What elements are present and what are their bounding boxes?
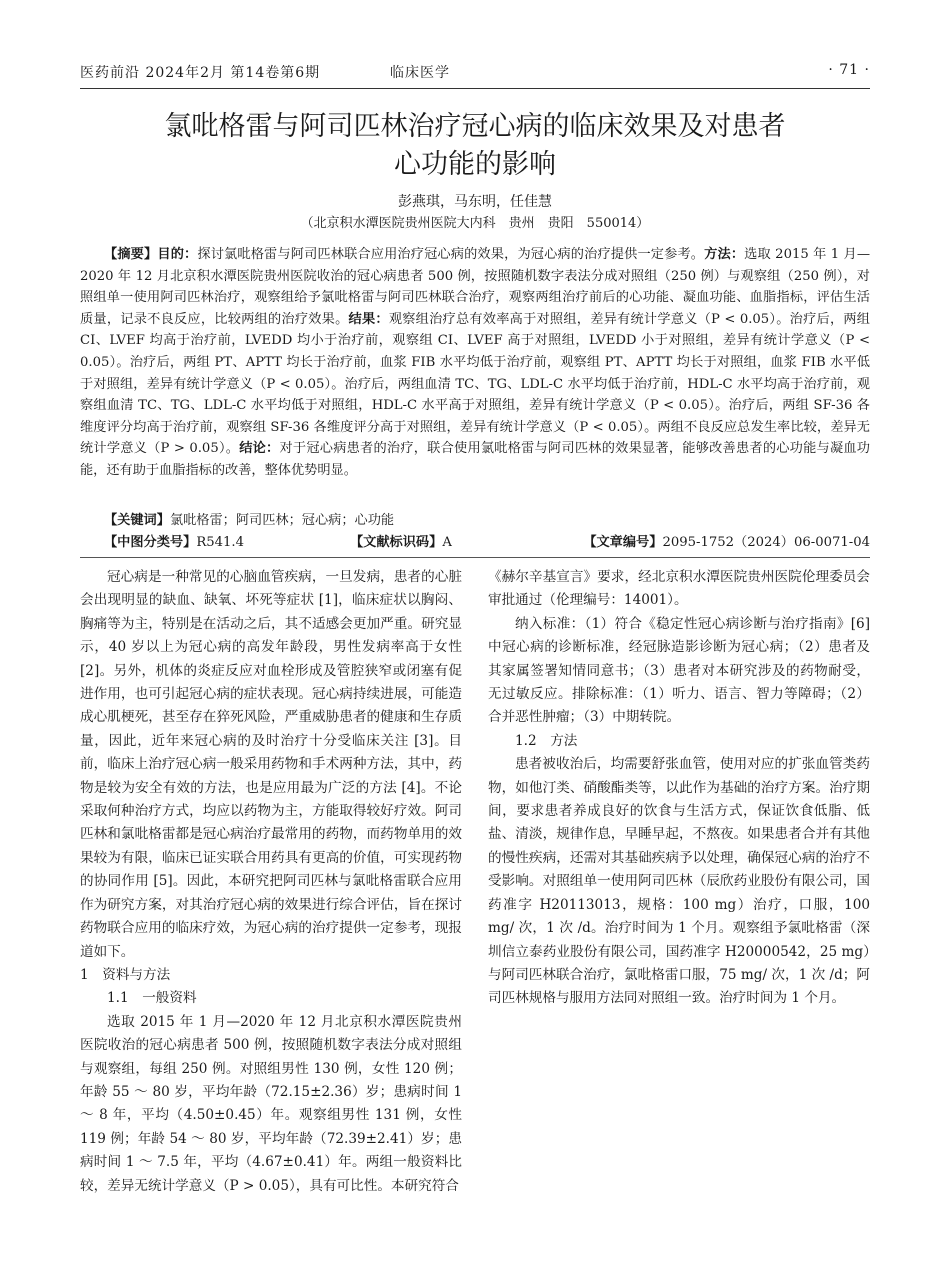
- abstract: [80, 244, 870, 482]
- method-paragraph: 患者被收治后，均需要舒张血管，使用对应的扩张血管类药物，如他汀类、硝酸酯类等，以此作为基础的治疗方案。治疗期间，要求患者养成良好的饮食与生活方式，保证饮食低脂、低盐、清淡，规律作息，早睡早起，不熬夜。如果患者合并有其他的慢性疾病，还需对其基础疾病予以处理，确保冠心病的治疗不受影响。对照组单一使用阿司匹林（辰欣药业股份有限公司，国药准字 H20113013，规格：100 mg）治疗，口服，100 mg/ 次，1 次 /d。治疗时间为 1 个月。观察组予氯吡格雷（深圳信立泰药业股份有限公司，国药准字 H20000542，25 mg）与阿司匹林联合治疗，氯吡格雷口服，75 mg/ 次，1 次 /d；阿司匹林规格与服用方法同对照组一致。治疗时间为 1 个月。: [488, 756, 870, 1007]
- method-text: 选取 2015 年 1 月—2020 年 12 月北京积水潭医院贵州医院收治的冠心病患者 500 例，按照随机数字表法分成对照组（250 例）与观察组（250 例），对照组单一使用阿司匹林治疗，观察组给予氯吡格雷与阿司匹林联合治疗，观察两组治疗前后的心功能、凝血功能、血脂指标，评估生活质量，记录不良反应，比较两组的治疗效果。: [80, 247, 871, 327]
- class-value: R541.4: [196, 535, 244, 550]
- classification-row: [80, 532, 870, 554]
- intro-paragraph: 冠心病是一种常见的心脑血管疾病，一旦发病，患者的心脏会出现明显的缺血、缺氧、坏死等症状 [1]，临床症状以胸闷、胸痛等为主，特别是在活动之后，其不适感会更加严重。研究显示，40 岁以上为冠心病的高发年龄段，男性发病率高于女性 [2]。另外，机体的炎症反应对血栓形成及管腔狭窄或闭塞有促进作用，也可引起冠心病的症状表现。冠心病持续进展，可能造成心肌梗死，甚至存在猝死风险，严重威胁患者的健康和生存质量，因此，近年来冠心病的及时治疗十分受临床关注 [3]。目前，临床上治疗冠心病一般采用药物和手术两种方法，其中，药物是较为安全有效的方法，也是应用最为广泛的方法 [4]。不论采取何种治疗方式，均应以药物为主，方能取得较好疗效。阿司匹林和氯吡格雷都是冠心病治疗最常用的药物，而药物单用的效果较为有限，临床已证实联合用药具有更高的价值，可实现药物的协同作用 [5]。因此，本研究把阿司匹林与氯吡格雷联合应用作为研究方案，对其治疗冠心病的效果进行综合评估，旨在探讨药物联合应用的临床疗效，为冠心病的治疗提供一定参考，现报道如下。: [80, 569, 462, 960]
- title-line-1: 氯吡格雷与阿司匹林治疗冠心病的临床效果及对患者: [164, 111, 786, 142]
- article-title: [100, 108, 850, 184]
- conclusion-text: 对于冠心病患者的治疗，联合使用氯吡格雷与阿司匹林的效果显著，能够改善患者的心功能与凝血功能，还有助于血脂指标的改善，整体优势明显。: [80, 441, 870, 478]
- conclusion-label: 结论：: [239, 441, 280, 457]
- affiliation: （北京积水潭医院贵州医院大内科 贵州 贵阳 550014）: [300, 216, 650, 231]
- result-text: 观察组治疗总有效率高于对照组，差异有统计学意义（P < 0.05）。治疗后，两组 CI、LVEF 均高于治疗前，LVEDD 均小于治疗前，观察组 CI、LVEF 高于对照组，LVEDD 小于对照组，差异有统计学意义（P < 0.05）。治疗后，两组 PT、APTT 均长于治疗前，血浆 FIB 水平均低于治疗前，观察组 PT、APTT 均长于对照组，血浆 FIB 水平低于对照组，差异有统计学意义（P < 0.05）。治疗后，两组血清 TC、TG、LDL-C 水平均低于治疗前，HDL-C 水平均高于治疗前，观察组血清 TC、TG、LDL-C 水平均低于对照组，HDL-C 水平高于对照组，差异有统计学意义（P < 0.05）。治疗后，两组 SF-36 各维度评分均高于治疗前，观察组 SF-36 各维度评分高于对照组，差异有统计学意义（P < 0.05）。两组不良反应总发生率比较，差异无统计学意义（P > 0.05）。: [80, 311, 870, 457]
- result-label: 结果：: [348, 311, 389, 327]
- running-header: [80, 60, 870, 84]
- inclusion-paragraph: 纳入标准：（1）符合《稳定性冠心病诊断与治疗指南》[6] 中冠心病的诊断标准，经冠脉造影诊断为冠心病；（2）患者及其家属签署知情同意书；（3）患者对本研究涉及的药物耐受，无过敏反应。排除标准：（1）听力、语言、智力等障碍；（2）合并恶性肿瘤；（3）中期转院。: [488, 615, 870, 726]
- method-label: 方法：: [704, 247, 745, 262]
- title-line-2: 心功能的影响: [394, 149, 556, 180]
- heading-materials-methods: 1 资料与方法: [80, 966, 171, 983]
- doc-id-value: A: [442, 535, 452, 550]
- section-name: 临床医学: [390, 65, 450, 81]
- general-data-continued: 《赫尔辛基宣言》要求，经北京积水潭医院贵州医院伦理委员会审批通过（伦理编号：14001）。: [488, 569, 870, 609]
- body-column-left: [80, 566, 462, 1198]
- document-id: [350, 532, 452, 554]
- article-no-label: 【文章编号】: [583, 535, 663, 550]
- purpose-text: 探讨氯吡格雷与阿司匹林联合应用治疗冠心病的效果，为冠心病的治疗提供一定参考。: [197, 247, 705, 262]
- keywords-text: 氯吡格雷；阿司匹林；冠心病；心功能: [169, 513, 395, 528]
- class-label: 【中图分类号】: [104, 535, 197, 550]
- keywords: [80, 510, 870, 532]
- heading-general-data: 1.1 一般资料: [107, 990, 197, 1007]
- header-rule: [80, 88, 870, 89]
- class-number: [104, 532, 244, 554]
- article-no-value: 2095-1752（2024）06-0071-04: [662, 535, 870, 550]
- section-divider: [80, 557, 870, 558]
- heading-method: 1.2 方法: [515, 732, 578, 749]
- page-number: · 71 ·: [828, 62, 870, 78]
- body-column-right: [488, 566, 870, 1011]
- article-number: [583, 532, 870, 554]
- purpose-label: 目的：: [157, 247, 198, 262]
- journal-issue: 医药前沿 2024年2月 第14卷第6期: [80, 65, 321, 81]
- general-data-paragraph: 选取 2015 年 1 月—2020 年 12 月北京积水潭医院贵州医院收治的冠心病患者 500 例，按照随机数字表法分成对照组与观察组，每组 250 例。对照组男性 130 例，女性 120 例；年龄 55 ～ 80 岁，平均年龄（72.15±2.36）岁；患病时间 1 ～ 8 年，平均（4.50±0.45）年。观察组男性 131 例，女性 119 例；年龄 54 ～ 80 岁，平均年龄（72.39±2.41）岁；患病时间 1 ～ 7.5 年，平均（4.67±0.41）年。两组一般资料比较，差异无统计学意义（P > 0.05），具有可比性。本研究符合: [80, 1013, 462, 1194]
- keywords-label: 【关键词】: [104, 513, 170, 528]
- abstract-label: 【摘要】: [104, 247, 158, 262]
- authors: 彭燕琪，马东明，任佳慧: [398, 194, 552, 210]
- doc-id-label: 【文献标识码】: [350, 535, 443, 550]
